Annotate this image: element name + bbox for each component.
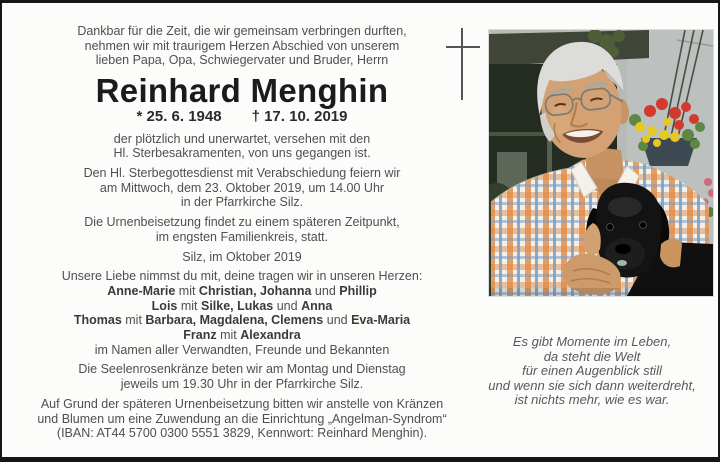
cross-icon: [446, 26, 482, 102]
passing-line: der plötzlich und unerwartet, versehen mit den: [113, 131, 371, 146]
mourning-intro-line: Unsere Liebe nimmst du mit, deine tragen wir in unseren Herzen:: [61, 269, 423, 284]
intro-line: nehmen wir mit traurigem Herzen Abschied von unserem: [84, 38, 400, 53]
service-line: am Mittwoch, dem 23. Oktober 2019, um 14.00 Uhr: [99, 180, 385, 195]
family-paragraph: [20, 269, 464, 357]
birth-date: * 25. 6. 1948: [136, 108, 222, 126]
poem-line: ist nichts mehr, wie es war.: [514, 392, 670, 408]
service-paragraph: [20, 166, 464, 210]
death-date: † 17. 10. 2019: [251, 108, 348, 126]
poem-line: für einen Augenblick still: [522, 363, 662, 379]
intro-line: Dankbar für die Zeit, die wir gemeinsam verbringen durften,: [77, 24, 407, 38]
family-line: Anne-Marie mit Christian, Johanna und Phillip: [107, 283, 377, 298]
family-line: Lois mit Silke, Lukas und Anna: [151, 298, 333, 313]
service-line: Den Hl. Sterbegottesdienst mit Verabschiedung feiern wir: [83, 166, 401, 181]
family-line: Franz mit Alexandra: [183, 328, 301, 343]
portrait-photo: [489, 30, 713, 296]
urn-line: im engsten Familienkreis, statt.: [155, 229, 329, 244]
poem-line: und wenn sie sich dann weiterdreht,: [488, 377, 696, 393]
rosary-line: jeweils um 19.30 Uhr in der Pfarrkirche Silz.: [120, 377, 364, 392]
urn-paragraph: [20, 215, 464, 244]
life-dates: [20, 109, 464, 125]
rosary-paragraph: [20, 362, 464, 391]
donation-line: und Blumen um eine Zuwendung an die Einrichtung „Angelman-Syndrom“: [37, 411, 447, 426]
donation-paragraph: [20, 397, 464, 441]
intro-paragraph: [20, 24, 464, 68]
place-date-line: Silz, im Oktober 2019: [182, 249, 302, 264]
donation-line: Auf Grund der späteren Urnenbeisetzung bitten wir anstelle von Kränzen: [40, 396, 444, 411]
poem-line: Es gibt Momente im Leben,: [512, 334, 672, 349]
poem-line: da steht die Welt: [543, 348, 641, 364]
family-line: Thomas mit Barbara, Magdalena, Clemens und Eva-Maria: [73, 313, 411, 328]
intro-line: lieben Papa, Opa, Schwiegervater und Bruder, Herrn: [95, 53, 389, 68]
behalf-line: im Namen aller Verwandten, Freunde und Bekannten: [94, 342, 390, 357]
notice-text-column: [20, 24, 464, 446]
memorial-poem: [468, 335, 716, 408]
passing-line: Hl. Sterbesakramenten, von uns gegangen ist.: [113, 146, 371, 161]
urn-line: Die Urnenbeisetzung findet zu einem späteren Zeitpunkt,: [84, 215, 400, 230]
donation-line: (IBAN: AT44 5700 0300 5551 3829, Kennwort: Reinhard Menghin).: [56, 426, 428, 441]
passing-paragraph: [20, 132, 464, 161]
service-line: in der Pfarrkirche Silz.: [180, 195, 304, 210]
deceased-name: Reinhard Menghin: [95, 72, 389, 110]
rosary-line: Die Seelenrosenkränze beten wir am Montag und Dienstag: [78, 362, 406, 377]
